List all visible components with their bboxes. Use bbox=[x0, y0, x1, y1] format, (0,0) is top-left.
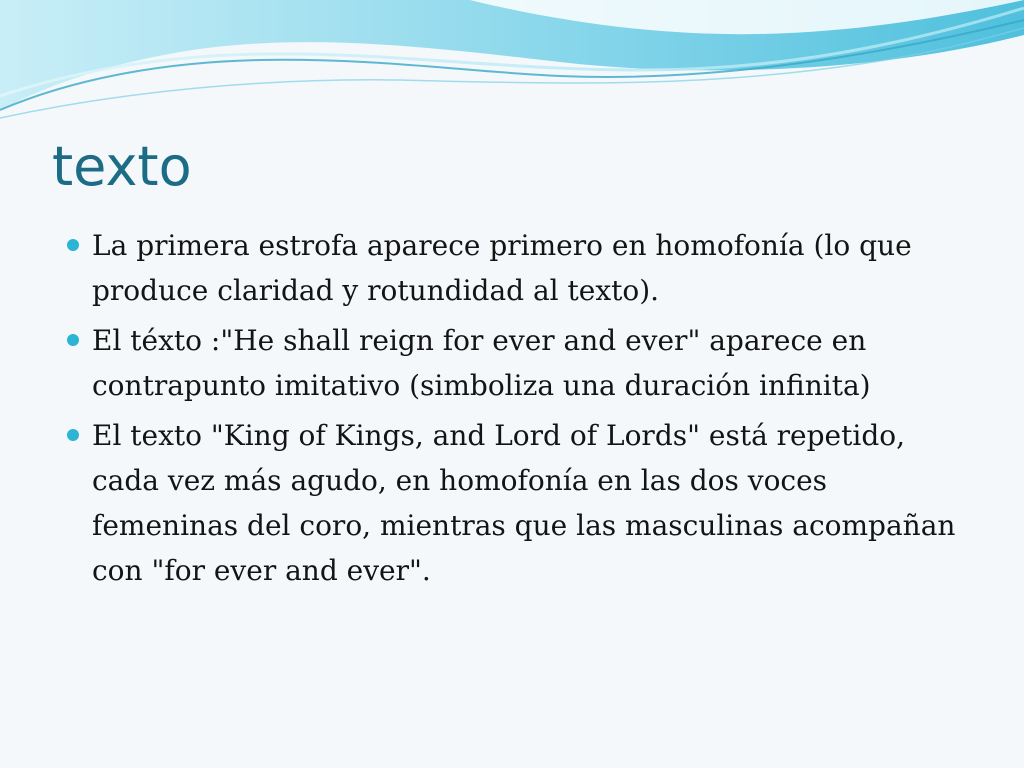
slide-title: texto bbox=[52, 135, 192, 198]
bullet-dot-icon bbox=[67, 429, 79, 441]
bullet-list bbox=[62, 223, 962, 598]
bullet-item bbox=[62, 223, 962, 313]
bullet-text: El texto "King of Kings, and Lord of Lords" está repetido, cada vez más agudo, en homofonía en las dos voces femeninas del coro, mientras que las masculinas acompañan con "for ever and ever". bbox=[92, 419, 956, 587]
wave-header-decoration bbox=[0, 0, 1024, 130]
bullet-item bbox=[62, 413, 962, 593]
bullet-item bbox=[62, 318, 962, 408]
bullet-text: La primera estrofa aparece primero en homofonía (lo que produce claridad y rotundidad al texto). bbox=[92, 229, 912, 307]
bullet-dot-icon bbox=[67, 239, 79, 251]
bullet-text: El téxto :"He shall reign for ever and ever" aparece en contrapunto imitativo (simboliza una duración infinita) bbox=[92, 324, 871, 402]
bullet-dot-icon bbox=[67, 334, 79, 346]
